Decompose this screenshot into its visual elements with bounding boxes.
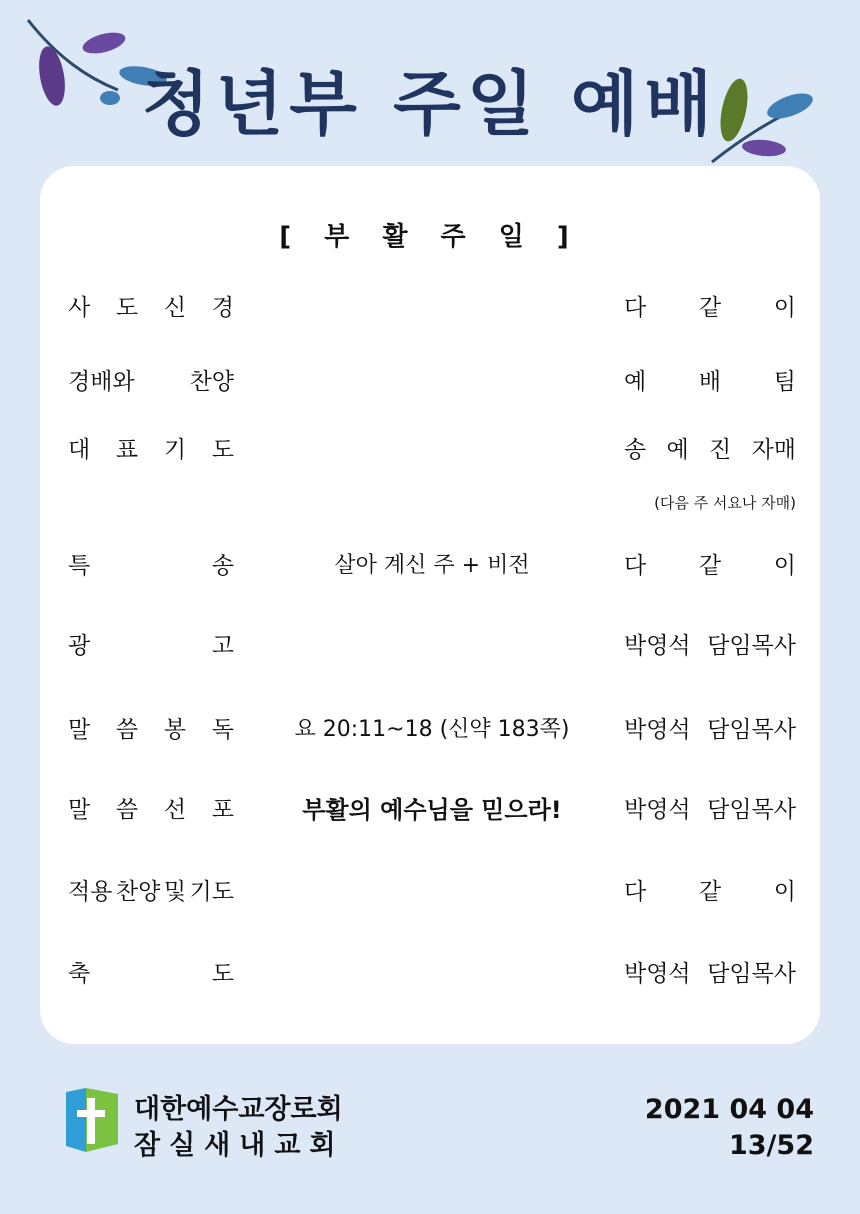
row-label: 말 씀 봉 독 [68,717,234,743]
row-label: 경배와 찬양 [68,369,234,395]
row-label: 대 표 기 도 [68,437,234,463]
order-of-service-card [40,166,820,1044]
row-leader: 다 같 이 [624,879,796,905]
row-leader: 다 같 이 [624,553,796,579]
row-label: 적용 찬양 및 기도 [68,879,234,905]
row-label: 말 씀 선 포 [68,797,234,823]
church-name [134,1092,345,1164]
service-row [40,626,820,666]
row-leader: 송 예 진 자매 [624,437,796,463]
service-row [40,872,820,912]
row-leader: 박영석 담임목사 [624,797,796,823]
church-denomination: 대한예수교장로회 [134,1094,343,1125]
row-label: 특 송 [68,553,234,579]
service-row [40,954,820,994]
service-row [40,546,820,586]
date-block [645,1092,814,1164]
service-row [40,790,820,830]
service-row [40,710,820,750]
sermon-title: 부활의 예수님을 믿으라! [302,796,562,824]
row-leader: 예 배 팀 [624,369,796,395]
row-leader: 박영석 담임목사 [624,633,796,659]
row-label: 축 도 [68,961,234,987]
service-row [40,288,820,328]
church-local-name: 잠실새내교회 [134,1130,345,1161]
row-leader: 다 같 이 [624,295,796,321]
row-label: 광 고 [68,633,234,659]
page-title: 청년부 주일 예배 [141,63,719,145]
row-detail: 요 20:11~18 (신약 183쪽) [294,717,570,742]
next-week-note: (다음 주 서요나 자매) [654,494,796,512]
row-leader: 박영석 담임목사 [624,961,796,987]
week-count: 13/52 [728,1130,814,1161]
service-row [40,430,820,470]
row-detail: 살아 계신 주 + 비전 [334,553,530,578]
row-leader: 박영석 담임목사 [624,717,796,743]
service-row [40,362,820,402]
service-subtitle: [ 부 활 주 일 ] [279,222,581,252]
row-label: 사 도 신 경 [68,295,234,321]
church-cross-logo [64,1088,120,1152]
service-date: 2021 04 04 [644,1094,814,1125]
